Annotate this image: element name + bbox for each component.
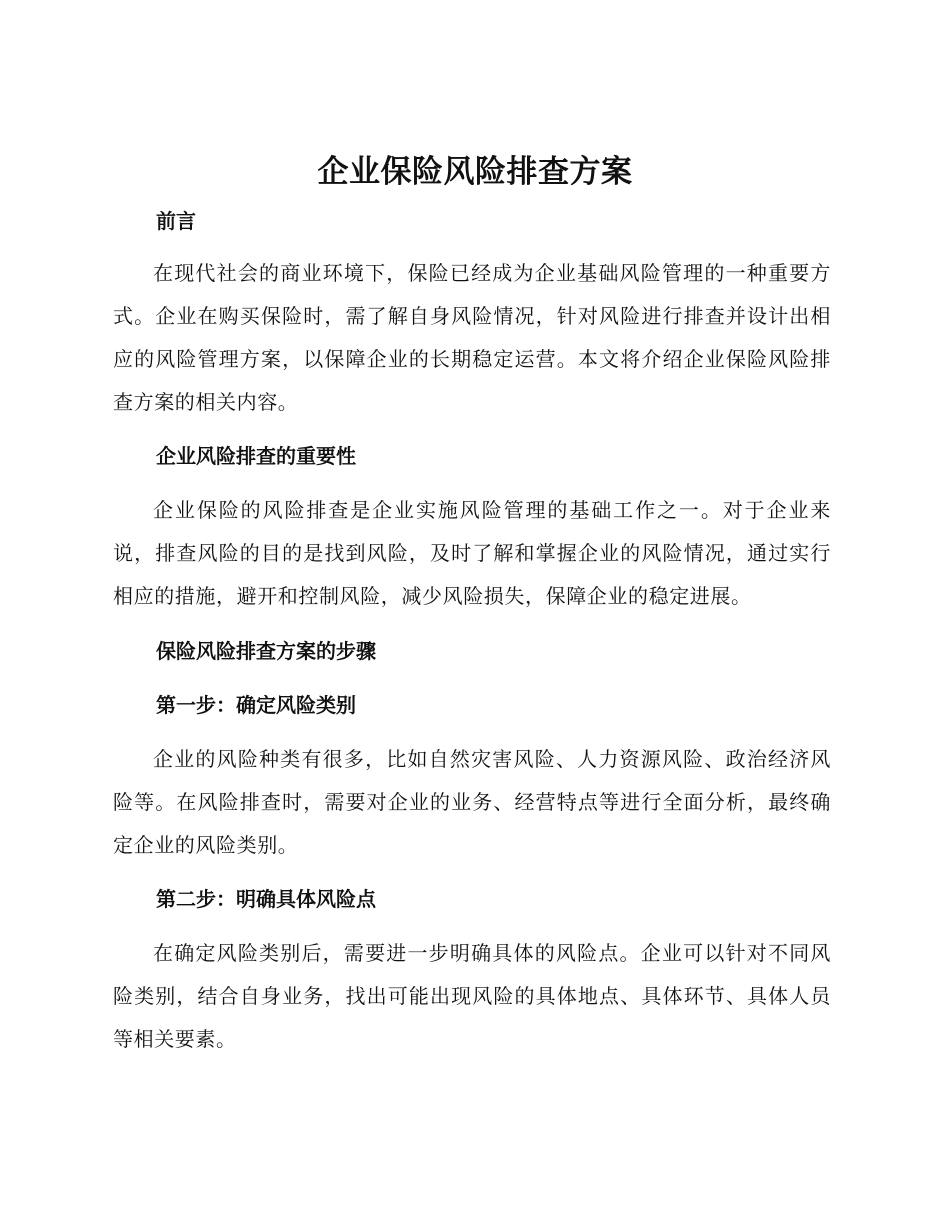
section-heading-step1: 第一步：确定风险类别 xyxy=(156,693,356,717)
paragraph-importance: 企业保险的风险排查是企业实施风险管理的基础工作之一。对于企业来说，排查风险的目的是找到风险，及时了解和掌握企业的风险情况，通过实行相应的措施，避开和控制风险，减少风险损失，保障企业的稳定进展。 xyxy=(113,498,831,608)
section-heading-importance: 企业风险排查的重要性 xyxy=(156,444,356,468)
section-heading-preface: 前言 xyxy=(156,209,196,233)
section-heading-step2: 第二步：明确具体风险点 xyxy=(156,887,376,911)
paragraph-step2: 在确定风险类别后，需要进一步明确具体的风险点。企业可以针对不同风险类别，结合自身业务，找出可能出现风险的具体地点、具体环节、具体人员等相关要素。 xyxy=(113,941,831,1051)
document-title: 企业保险风险排查方案 xyxy=(317,154,633,190)
paragraph-step1: 企业的风险种类有很多，比如自然灾害风险、人力资源风险、政治经济风险等。在风险排查时，需要对企业的业务、经营特点等进行全面分析，最终确定企业的风险类别。 xyxy=(113,747,831,857)
paragraph-preface: 在现代社会的商业环境下，保险已经成为企业基础风险管理的一种重要方式。企业在购买保险时，需了解自身风险情况，针对风险进行排查并设计出相应的风险管理方案，以保障企业的长期稳定运营。本文将介绍企业保险风险排查方案的相关内容。 xyxy=(113,261,831,414)
section-heading-steps: 保险风险排查方案的步骤 xyxy=(156,639,376,663)
